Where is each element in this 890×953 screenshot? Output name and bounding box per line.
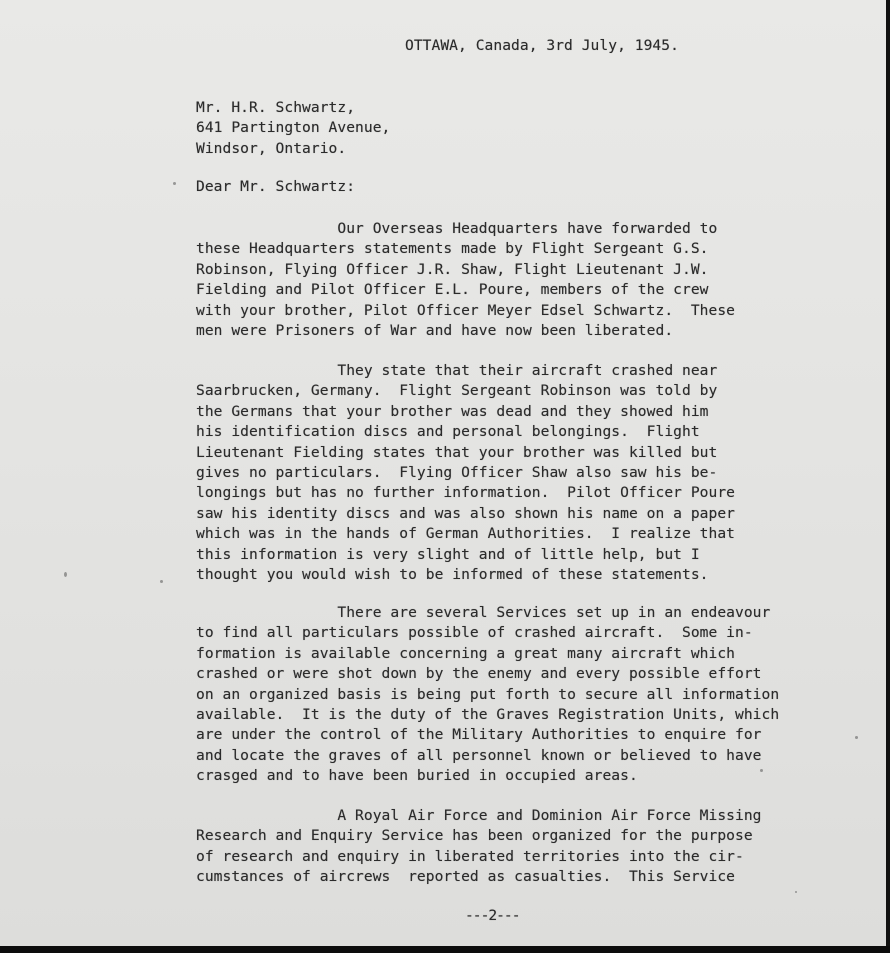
scan-edge-right [886,0,890,953]
paragraph-1: Our Overseas Headquarters have forwarded to these Headquarters statements made by Flight Sergeant G.S. Robinson, Flying Officer J.R. Shaw, Flight Lieutenant J.W. Fielding and Pilot Officer E.L. Poure, members of the crew with your brother, Pilot Officer Meyer Edsel Schwartz. These men were Prisoners of War and have now been liberated. [196,220,736,340]
scan-edge-bottom [0,946,890,953]
paper-speck [855,736,858,739]
paragraph-3: There are several Services set up in an endeavour to find all particulars possible of crashed aircraft. Some in- formation is available concerning a great many aircraft which crashed or were shot down by the enemy and every possible effort on an organized basis is being put forth to secure all information available. It is the duty of the Graves Registration Units, which are under the control of the Military Authorities to enquire for and locate the graves of all personnel known or believed to have crasged and to have been buried in occupied areas. [196,604,780,785]
paper-speck [173,182,176,185]
page-number: ---2--- [465,907,520,924]
recipient-address: Mr. H.R. Schwartz, 641 Partington Avenue, Windsor, Ontario. [196,99,391,157]
paper-speck [795,891,797,893]
paragraph-2: They state that their aircraft crashed near Saarbrucken, Germany. Flight Sergeant Robinson was told by the Germans that your brother was dead and they showed him his identification discs and personal belongings. Flight Lieutenant Fielding states that your brother was killed but gives no particulars. Flying Officer Shaw also saw his be- longings but has no further information. Pilot Officer Poure saw his identity discs and was also shown his name on a paper which was in the hands of German Authorities. I realize that this information is very slight and of little help, but I thought you would wish to be informed of these statements. [196,362,736,584]
paper-speck [160,580,163,583]
paper-speck [760,769,763,772]
paper-speck [64,572,67,577]
paragraph-4: A Royal Air Force and Dominion Air Force Missing Research and Enquiry Service has been organized for the purpose of research and enquiry in liberated territories into the cir- cumstances of aircrews reported as casualties. This Service [196,807,762,886]
dateline: OTTAWA, Canada, 3rd July, 1945. [405,37,679,54]
salutation: Dear Mr. Schwartz: [196,178,356,195]
